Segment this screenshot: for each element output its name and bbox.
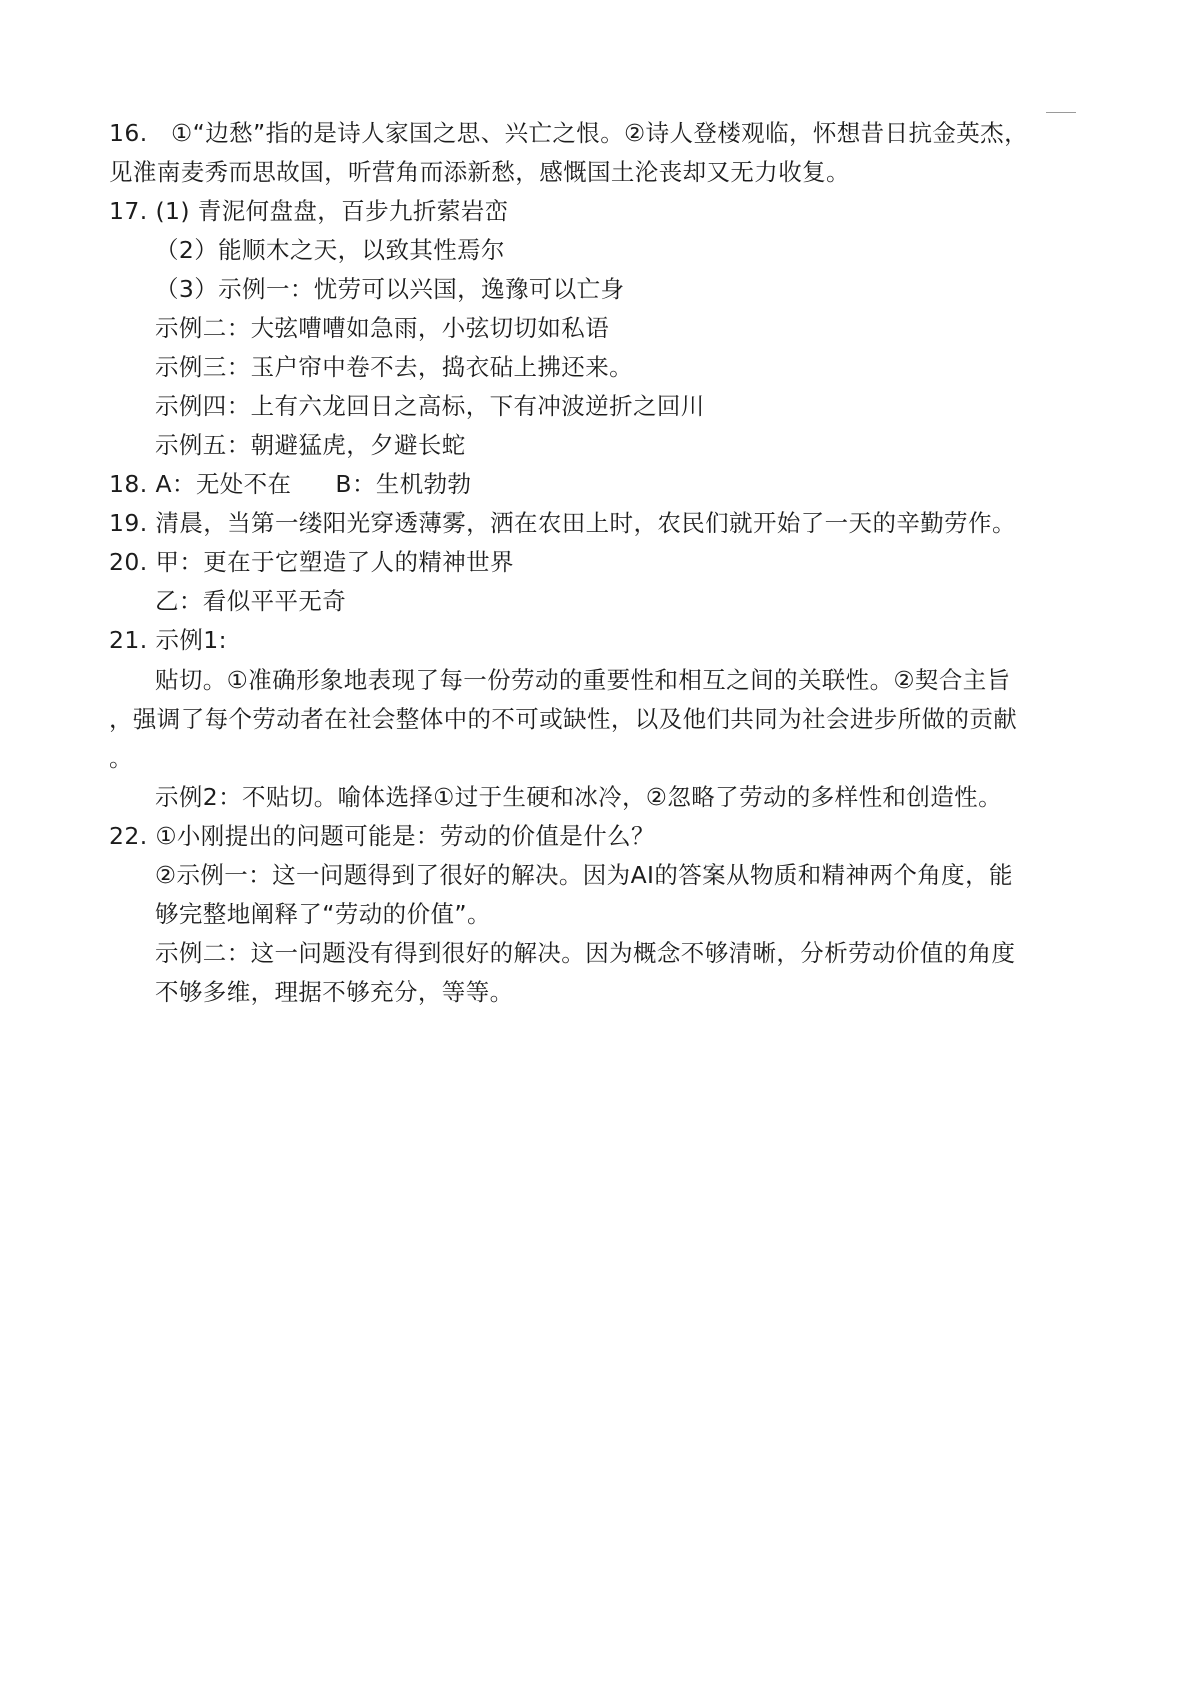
answer-19: 19. 清晨，当第一缕阳光穿透薄雾，洒在农田上时，农民们就开始了一天的辛勤劳作。	[109, 509, 1016, 537]
answer-16-line-2: 见淮南麦秀而思故国，听营角而添新愁，感慨国土沦丧却又无力收复。	[109, 158, 850, 186]
answer-22-part-1: 22. ①小刚提出的问题可能是：劳动的价值是什么？	[109, 822, 655, 850]
answer-17-part-1: 17. (1) 青泥何盘盘，百步九折萦岩峦	[109, 197, 509, 225]
answer-22-example-1-line-1: ②示例一：这一问题得到了很好的解决。因为AI的答案从物质和精神两个角度，能	[155, 861, 1013, 889]
answer-21-example-1-line-1: 贴切。①准确形象地表现了每一份劳动的重要性和相互之间的关联性。②契合主旨	[155, 666, 1011, 694]
answer-18-part-a: 18. A：无处不在	[109, 470, 292, 498]
answer-17-example-4: 示例四：上有六龙回日之高标，下有冲波逆折之回川	[155, 392, 705, 420]
answer-17-part-3: （3）示例一：忧劳可以兴国，逸豫可以亡身	[155, 275, 625, 303]
answer-22-example-2-line-2: 不够多维，理据不够充分，等等。	[155, 978, 514, 1006]
answer-16-line-1: 16. ①“边愁”指的是诗人家国之思、兴亡之恨。②诗人登楼观临，怀想昔日抗金英杰，	[109, 119, 1028, 147]
answer-20-jia: 20. 甲：更在于它塑造了人的精神世界	[109, 548, 514, 576]
answer-22-example-2-line-1: 示例二：这一问题没有得到很好的解决。因为概念不够清晰，分析劳动价值的角度	[155, 939, 1016, 967]
answer-17-example-5: 示例五：朝避猛虎，夕避长蛇	[155, 431, 466, 459]
answer-21-example-1-line-3: 。	[109, 744, 133, 772]
answer-21-example-1-line-2: ，强调了每个劳动者在社会整体中的不可或缺性，以及他们共同为社会进步所做的贡献	[109, 705, 1018, 733]
answer-21-heading: 21. 示例1:	[109, 626, 227, 654]
answer-21-example-2: 示例2：不贴切。喻体选择①过于生硬和冰冷，②忽略了劳动的多样性和创造性。	[155, 783, 1002, 811]
answer-20-yi: 乙：看似平平无奇	[155, 587, 347, 615]
answer-17-example-2: 示例二：大弦嘈嘈如急雨，小弦切切如私语	[155, 314, 610, 342]
answer-18-part-b: B：生机勃勃	[335, 470, 472, 498]
answer-18	[109, 469, 471, 499]
corner-mark	[1046, 112, 1076, 113]
answer-17-example-3: 示例三：玉户帘中卷不去，捣衣砧上拂还来。	[155, 353, 633, 381]
answer-17-part-2: （2）能顺木之天，以致其性焉尔	[155, 236, 505, 264]
answer-22-example-1-line-2: 够完整地阐释了“劳动的价值”。	[155, 900, 491, 928]
